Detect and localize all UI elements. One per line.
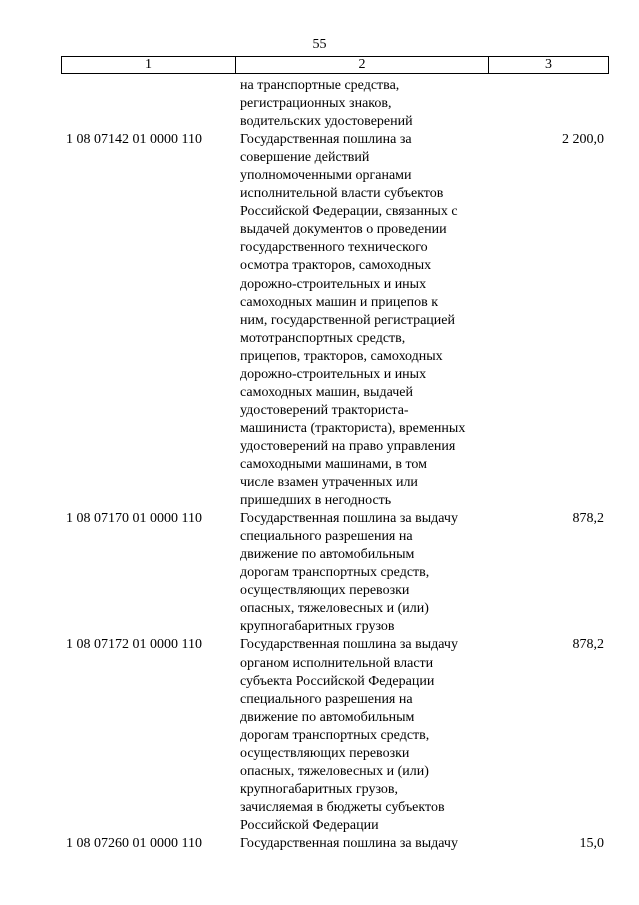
- header-col-1: 1: [62, 57, 236, 73]
- continuation-text: на транспортные средства, регистрационных знаков, водительских удостоверений: [240, 78, 413, 130]
- row-description: Государственная пошлина за совершение действий уполномоченными органами исполнительной власти субъектов Российской Федерации, связанных с выдачей документов о проведении государственного технического осмотра тракторов, самоходных дорожно-строительных и иных самоходных машин и прицепов к ним, государственной регистрацией мототранспортных средств, прицепов, тракторов, самоходных дорожно-строительных и иных самоходных машин, выдачей удостоверений тракториста- машиниста (тракториста), временных удостоверений на право управления самоходными машинами, в том числе взамен утраченных или пришедших в негодность: [240, 132, 466, 509]
- table-row: [61, 636, 609, 835]
- row-amount: 15,0: [579, 835, 604, 851]
- row-description: Государственная пошлина за выдачу специального разрешения на движение по автомобильным дорогам транспортных средств, осуществляющих перевозки опасных, тяжеловесных и (или) крупногабаритных грузов: [240, 511, 458, 635]
- table-body: [61, 77, 609, 853]
- table-header: [61, 56, 609, 74]
- header-col-3: 3: [545, 57, 552, 72]
- page-number: 55: [312, 37, 327, 52]
- row-amount: 878,2: [572, 511, 604, 527]
- header-col-2: 2: [236, 57, 489, 73]
- continuation-row: [61, 77, 609, 131]
- row-amount: 878,2: [572, 637, 604, 653]
- table-row: [61, 510, 609, 636]
- row-code: 1 08 07142 01 0000 110: [66, 132, 202, 148]
- row-code: 1 08 07170 01 0000 110: [66, 511, 202, 527]
- row-description: Государственная пошлина за выдачу органом исполнительной власти субъекта Российской Федерации специального разрешения на движение по автомобильным дорогам транспортных средств, осуществляющих перевозки опасных, тяжеловесных и (или) крупногабаритных грузов, зачисляемая в бюджеты субъектов Российской Федерации: [240, 637, 458, 833]
- table-row: [61, 131, 609, 510]
- row-code: 1 08 07172 01 0000 110: [66, 637, 202, 653]
- row-amount: 2 200,0: [562, 132, 604, 148]
- row-description: Государственная пошлина за выдачу: [240, 835, 458, 851]
- row-code: 1 08 07260 01 0000 110: [66, 835, 202, 851]
- table-row: [61, 835, 609, 853]
